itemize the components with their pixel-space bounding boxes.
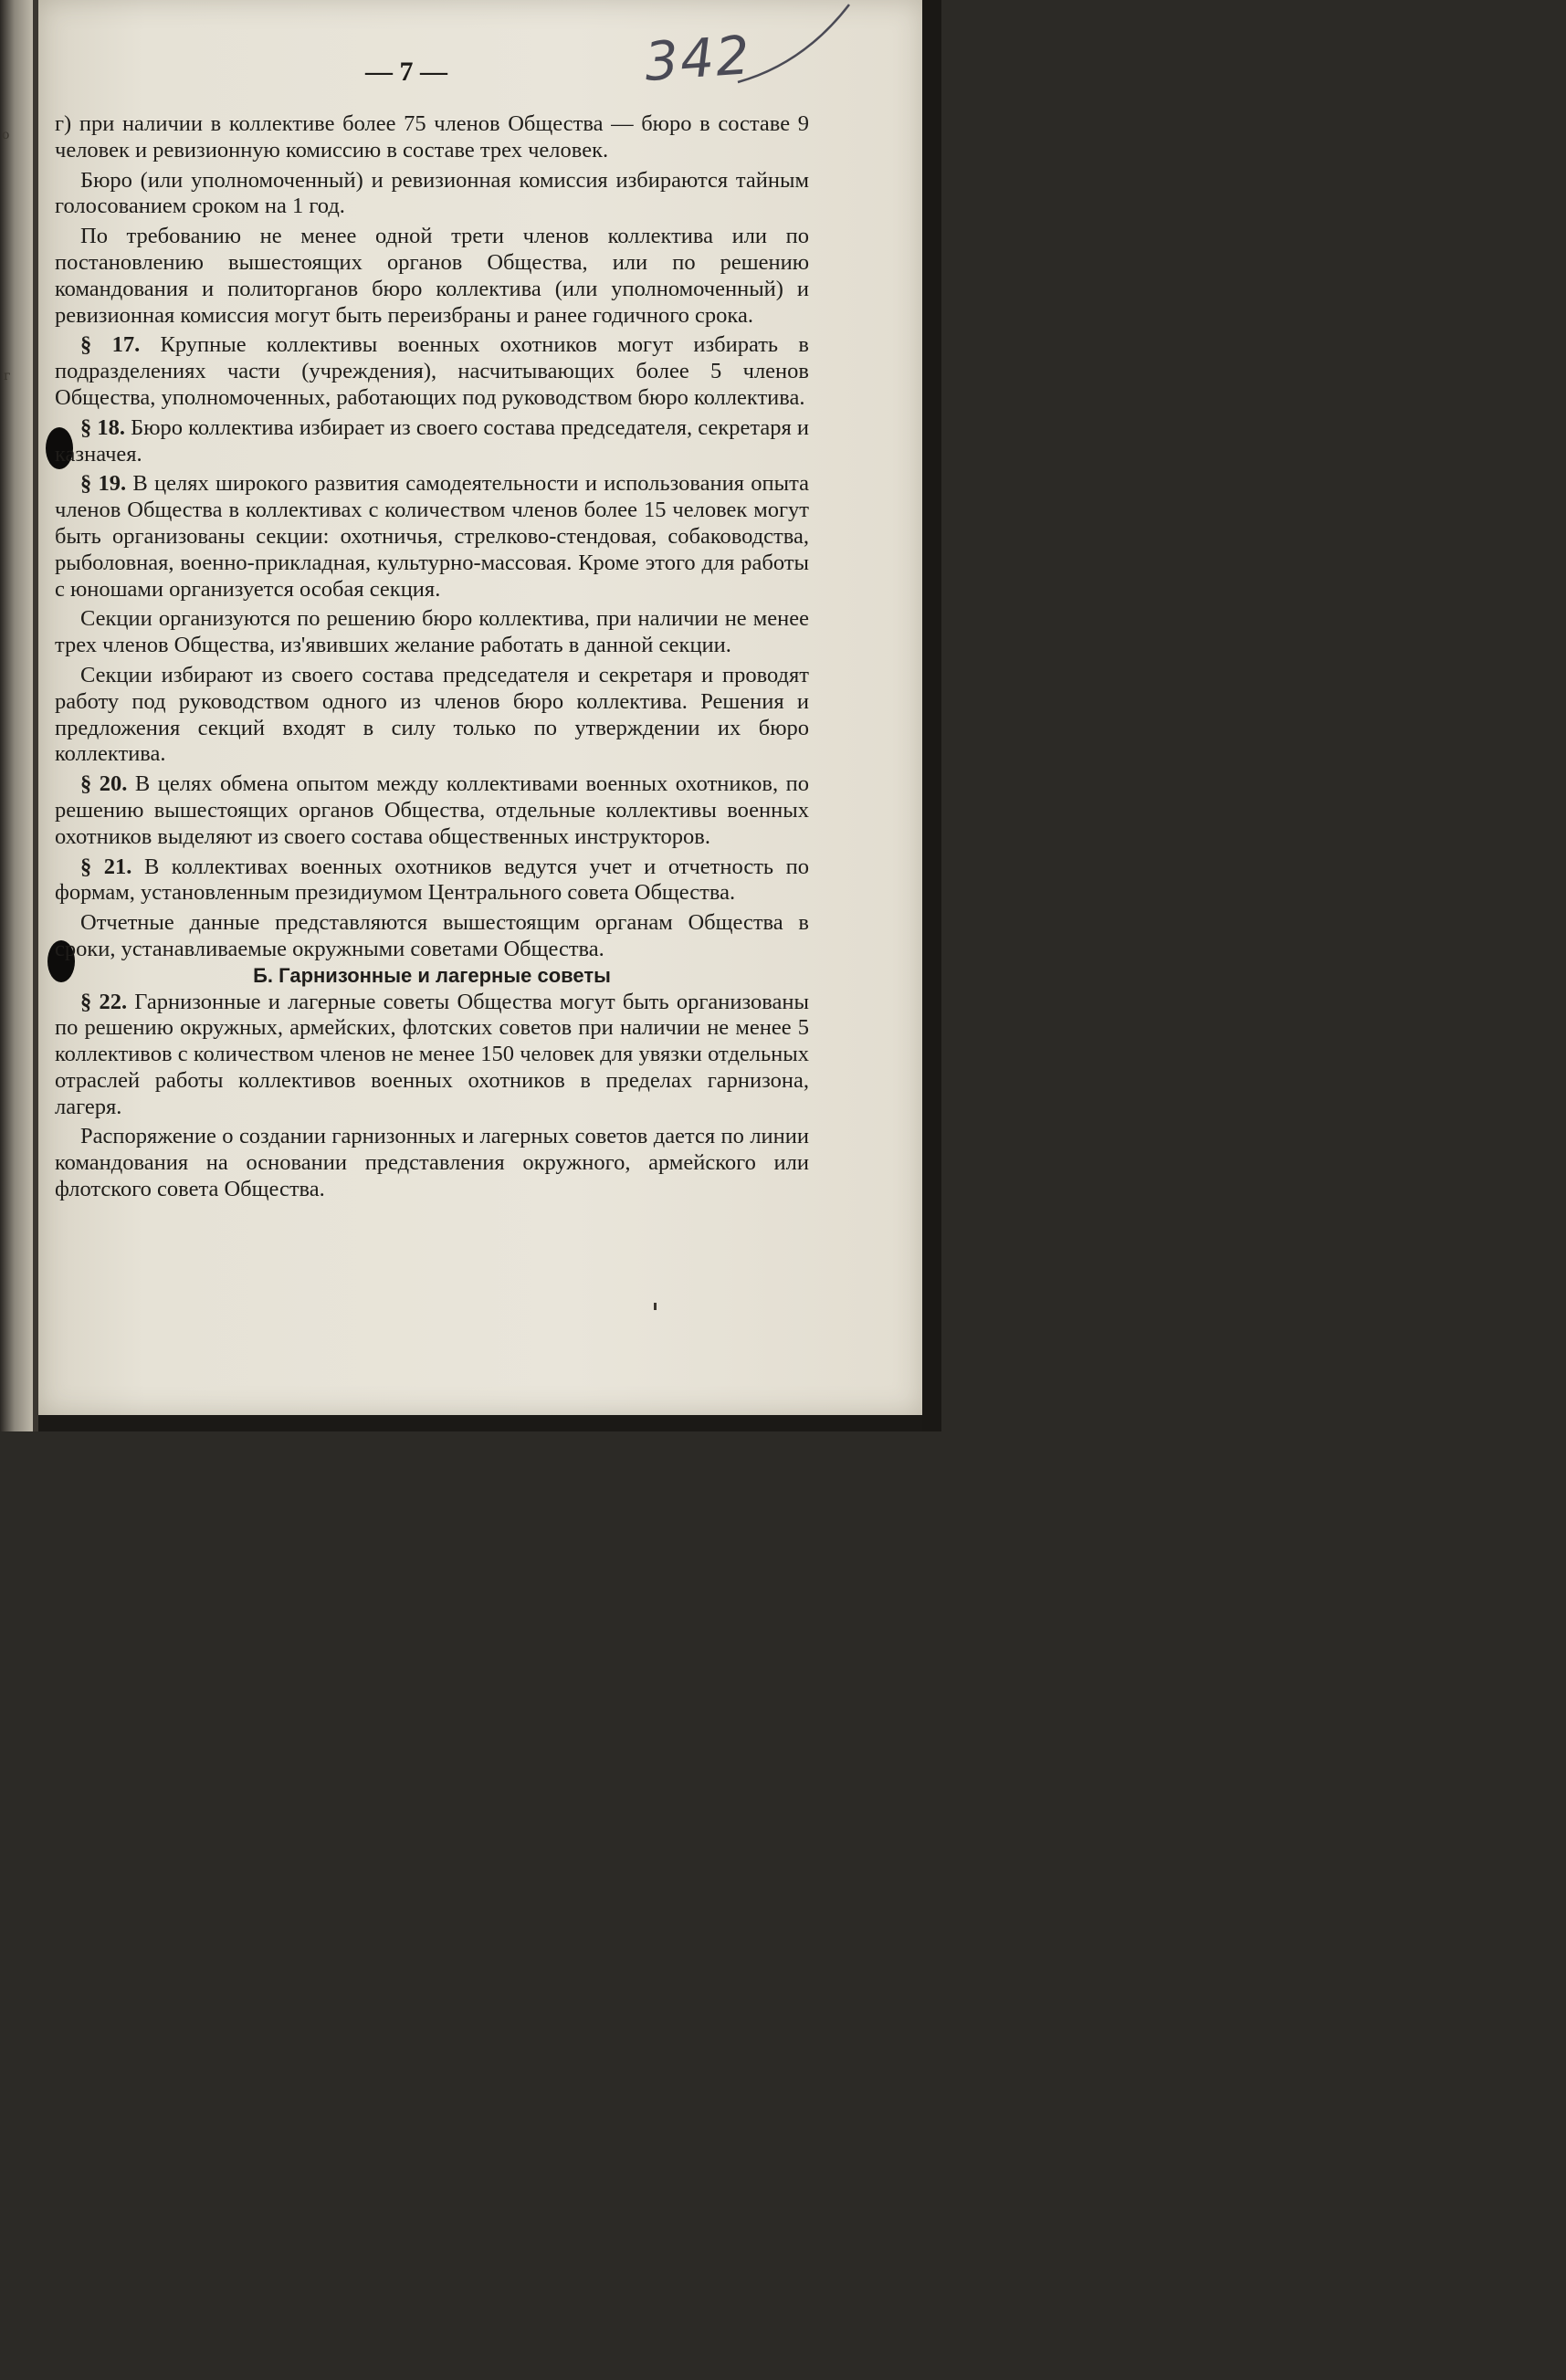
paragraph-text: В целях широкого развития самодеятельности и использования опыта членов Общества в коллективах с количеством членов более 15 человек могут быть организованы секции: охотничья, стрелково-стендовая, собаководства, рыболовная, военно-прикладная, культурно-массовая. Кроме этого для работы с юношами организуется особая секция.: [55, 471, 810, 602]
paragraph-17: [55, 332, 809, 411]
paragraph-18: [55, 415, 809, 468]
paragraph-number: § 18.: [80, 414, 126, 440]
book-binding: [0, 0, 37, 1431]
paragraph: Секции избирают из своего состава председателя и секретаря и проводят работу под руководством одного из членов бюро коллектива. Решения и предложения секций входят в силу только по утверждении их бюро коллектива.: [55, 662, 809, 767]
paragraph-number: § 19.: [80, 471, 127, 497]
section-heading: Б. Гарнизонные и лагерные советы: [253, 963, 611, 987]
pencil-mark: [654, 1303, 657, 1310]
paragraph-text: Гарнизонные и лагерные советы Общества могут быть организованы по решению окружных, армейских, флотских советов при наличии не менее 5 коллективов с количеством членов не менее 150 человек для увязки отдельных отраслей работы коллективов военных охотников в пределах гарнизона, лагеря.: [55, 989, 809, 1119]
paragraph-21: [55, 854, 809, 907]
edge-mark: о: [2, 128, 10, 142]
archive-number-handwritten: 342: [642, 24, 753, 93]
paragraph: Распоряжение о создании гарнизонных и лагерных советов дается по линии командования на основании представления окружного, армейского или флотского совета Общества.: [55, 1124, 809, 1202]
paragraph-19: [55, 471, 809, 603]
paragraph-text: В целях обмена опытом между коллективами военных охотников, по решению вышестоящих органов Общества, отдельные коллективы военных охотников выделяют из своего состава общественных инструкторов.: [55, 771, 809, 849]
right-edge: [922, 0, 941, 1431]
page-number: — 7 —: [365, 57, 447, 87]
paragraph-text: Крупные коллективы военных охотников могут избирать в подразделениях части (учреждения), насчитывающих более 5 членов Общества, уполномоченных, работающих под руководством бюро коллектива.: [55, 332, 810, 410]
edge-mark: г: [4, 369, 11, 383]
paragraph-number: § 17.: [80, 332, 141, 358]
paragraph-text: В коллективах военных охотников ведутся учет и отчетность по формам, установленным президиумом Центрального совета Общества.: [55, 854, 809, 906]
paragraph: По требованию не менее одной трети членов коллектива или по постановлению вышестоящих органов Общества, или по решению командования и политорганов бюро коллектива (или уполномоченный) и ревизионная комиссия могут быть переизбраны и ранее годичного срока.: [55, 224, 809, 328]
paragraph-number: § 20.: [80, 771, 128, 797]
paragraph-text: Бюро коллектива избирает из своего состава председателя, секретаря и казначея.: [55, 414, 809, 467]
bottom-edge: [38, 1415, 922, 1431]
paragraph-20: [55, 771, 809, 850]
document-body: [55, 111, 809, 1203]
paragraph-number: § 22.: [80, 989, 128, 1014]
paragraph: Секции организуются по решению бюро коллектива, при наличии не менее трех членов Общества, из'явивших желание работать в данной секции.: [55, 606, 809, 658]
paragraph-22: [55, 990, 809, 1121]
paragraph: Отчетные данные представляются вышестоящим органам Общества в сроки, устанавливаемые окружными советами Общества.: [55, 910, 809, 961]
paragraph: Бюро (или уполномоченный) и ревизионная комиссия избираются тайным голосованием сроком на 1 год.: [55, 167, 809, 219]
paragraph: г) при наличии в коллективе более 75 членов Общества — бюро в составе 9 человек и ревизионную комиссию в составе трех человек.: [55, 111, 809, 163]
paragraph-number: § 21.: [80, 854, 132, 879]
